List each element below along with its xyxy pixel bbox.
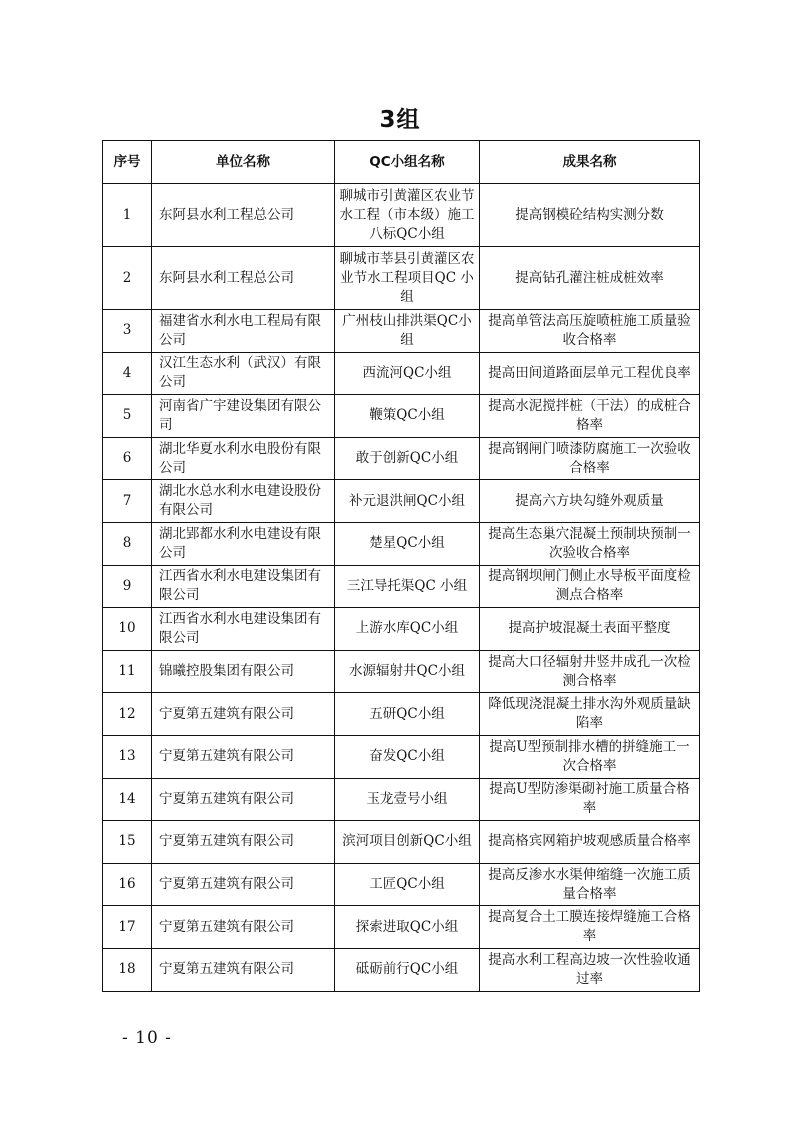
table-row [103,735,700,778]
table-row [103,437,700,480]
row-group-name: 滨河项目创新QC小组 [335,821,480,864]
row-group-name: 三江导托渠QC 小组 [335,565,480,608]
row-group-name: 玉龙壹号小组 [335,778,480,821]
table-header-row [103,141,700,184]
header-unit: 单位名称 [152,141,335,184]
row-number: 18 [103,948,152,991]
row-result-name: 提高U型预制排水槽的拼缝施工一次合格率 [480,735,700,778]
table-row [103,310,700,353]
row-number: 16 [103,863,152,906]
row-group-name: 敢于创新QC小组 [335,437,480,480]
table-row [103,480,700,523]
row-result-name: 提高水泥搅拌桩（干法）的成桩合格率 [480,395,700,438]
row-number: 15 [103,821,152,864]
row-unit-name: 江西省水利水电建设集团有限公司 [152,565,335,608]
row-number: 9 [103,565,152,608]
row-number: 11 [103,650,152,693]
row-unit-name: 宁夏第五建筑有限公司 [152,821,335,864]
row-group-name: 五研QC小组 [335,693,480,736]
row-group-name: 上游水库QC小组 [335,608,480,651]
table-row [103,778,700,821]
row-unit-name: 宁夏第五建筑有限公司 [152,948,335,991]
row-result-name: 提高钢坝闸门侧止水导板平面度检测点合格率 [480,565,700,608]
header-group: QC小组名称 [335,141,480,184]
results-table [102,140,700,992]
header-number: 序号 [103,141,152,184]
row-unit-name: 河南省广宇建设集团有限公司 [152,395,335,438]
table-row [103,565,700,608]
row-number: 17 [103,906,152,949]
row-group-name: 补元退洪闸QC小组 [335,480,480,523]
row-number: 10 [103,608,152,651]
row-unit-name: 福建省水利水电工程局有限公司 [152,310,335,353]
row-group-name: 探索进取QC小组 [335,906,480,949]
row-group-name: 聊城市引黄灌区农业节水工程（市本级）施工八标QC小组 [335,184,480,247]
row-result-name: 提高大口径辐射井竖井成孔一次检测合格率 [480,650,700,693]
row-result-name: 降低现浇混凝土排水沟外观质量缺陷率 [480,693,700,736]
row-result-name: 提高生态巢穴混凝土预制块预制一次验收合格率 [480,522,700,565]
table-row [103,693,700,736]
row-unit-name: 江西省水利水电建设集团有限公司 [152,608,335,651]
row-unit-name: 汉江生态水利（武汉）有限公司 [152,352,335,395]
row-number: 7 [103,480,152,523]
row-result-name: 提高U型防渗渠砌衬施工质量合格率 [480,778,700,821]
row-unit-name: 湖北水总水利水电建设股份有限公司 [152,480,335,523]
row-number: 2 [103,247,152,310]
row-result-name: 提高六方块勾缝外观质量 [480,480,700,523]
row-unit-name: 宁夏第五建筑有限公司 [152,693,335,736]
row-result-name: 提高格宾网箱护坡观感质量合格率 [480,821,700,864]
row-group-name: 砥砺前行QC小组 [335,948,480,991]
row-result-name: 提高田间道路面层单元工程优良率 [480,352,700,395]
table-row [103,247,700,310]
row-result-name: 提高钢闸门喷漆防腐施工一次验收合格率 [480,437,700,480]
table-row [103,650,700,693]
table-row [103,522,700,565]
row-number: 8 [103,522,152,565]
row-unit-name: 东阿县水利工程总公司 [152,247,335,310]
table-row [103,863,700,906]
table-row [103,184,700,247]
row-result-name: 提高钻孔灌注桩成桩效率 [480,247,700,310]
row-number: 4 [103,352,152,395]
row-number: 6 [103,437,152,480]
row-unit-name: 湖北华夏水利水电股份有限公司 [152,437,335,480]
row-group-name: 鞭策QC小组 [335,395,480,438]
page-number: - 10 - [122,1028,172,1048]
table-row [103,352,700,395]
row-number: 13 [103,735,152,778]
row-group-name: 广州枝山排洪渠QC小组 [335,310,480,353]
table-row [103,821,700,864]
row-result-name: 提高单管法高压旋喷桩施工质量验收合格率 [480,310,700,353]
table-row [103,906,700,949]
row-number: 1 [103,184,152,247]
row-unit-name: 锦曦控股集团有限公司 [152,650,335,693]
row-number: 5 [103,395,152,438]
row-group-name: 水源辐射井QC小组 [335,650,480,693]
header-result: 成果名称 [480,141,700,184]
row-group-name: 工匠QC小组 [335,863,480,906]
row-unit-name: 湖北郢都水利水电建设有限公司 [152,522,335,565]
row-number: 14 [103,778,152,821]
row-number: 12 [103,693,152,736]
row-group-name: 西流河QC小组 [335,352,480,395]
row-group-name: 聊城市莘县引黄灌区农业节水工程项目QC 小组 [335,247,480,310]
row-unit-name: 宁夏第五建筑有限公司 [152,735,335,778]
page-title: 3组 [379,107,421,133]
row-result-name: 提高反渗水水渠伸缩缝一次施工质量合格率 [480,863,700,906]
row-unit-name: 宁夏第五建筑有限公司 [152,863,335,906]
row-result-name: 提高复合土工膜连接焊缝施工合格率 [480,906,700,949]
row-unit-name: 东阿县水利工程总公司 [152,184,335,247]
row-unit-name: 宁夏第五建筑有限公司 [152,906,335,949]
row-group-name: 奋发QC小组 [335,735,480,778]
row-number: 3 [103,310,152,353]
row-result-name: 提高护坡混凝土表面平整度 [480,608,700,651]
table-row [103,608,700,651]
table-row [103,395,700,438]
row-result-name: 提高钢模砼结构实测分数 [480,184,700,247]
row-group-name: 楚星QC小组 [335,522,480,565]
row-unit-name: 宁夏第五建筑有限公司 [152,778,335,821]
table-row [103,948,700,991]
row-result-name: 提高水利工程高边坡一次性验收通过率 [480,948,700,991]
